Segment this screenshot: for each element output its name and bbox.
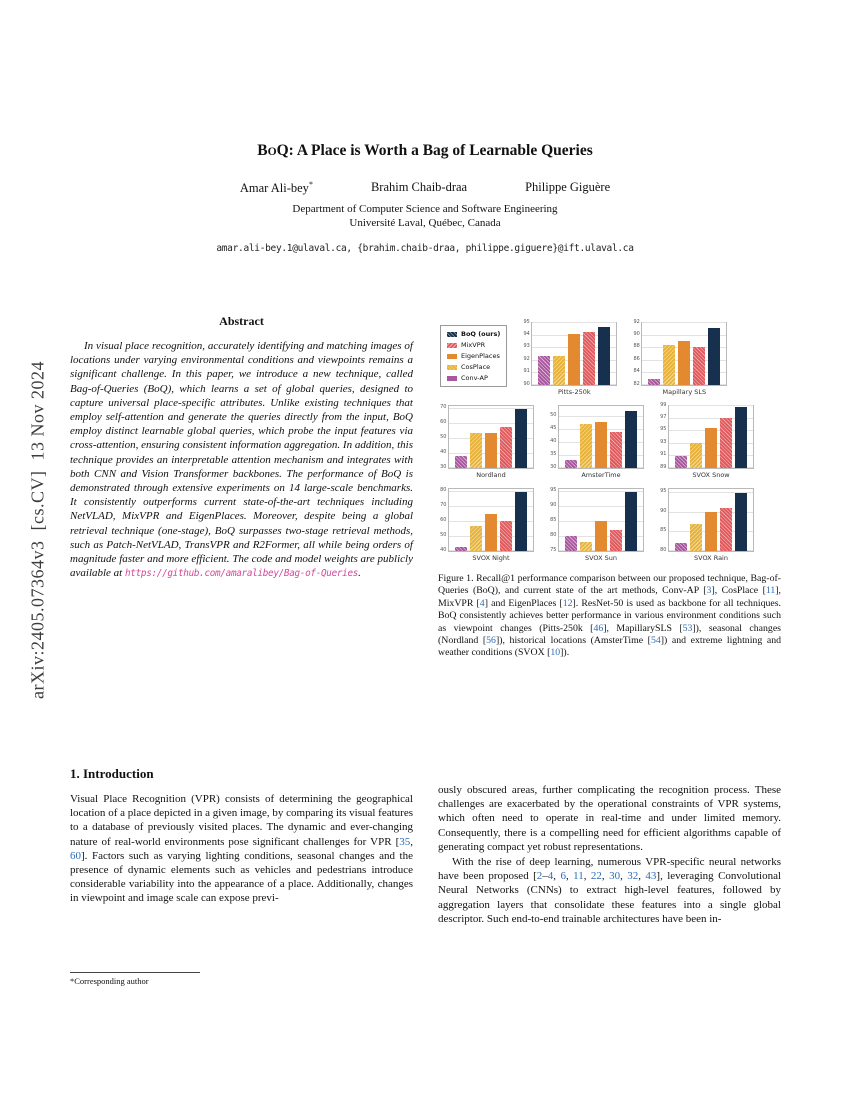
y-tick-label: 97: [660, 413, 667, 420]
plot-area: [558, 488, 644, 552]
y-tick-label: 50: [440, 531, 447, 538]
bar-mixvpr: [500, 427, 512, 468]
bar-mixvpr: [720, 508, 732, 551]
plot-area: [668, 405, 754, 469]
y-tick-label: 50: [550, 411, 557, 418]
figure-1-charts: [438, 318, 781, 562]
author-1: Amar Ali-bey*: [239, 180, 313, 196]
gridline: [642, 322, 726, 323]
author-3: Philippe Giguère: [525, 180, 611, 194]
citation-link[interactable]: 22: [590, 870, 602, 883]
citation-link[interactable]: 4: [547, 870, 554, 883]
introduction-paragraph: Visual Place Recognition (VPR) consists of determining the geographical location of a place depicted in a given image, by comparing its visual features to a database of previously visited places. The dynamic and ever-changing nature of real-world environments pose significant challenges for VPR [35, 60]. Factors such as varying lighting conditions, seasonal changes and the presence of dynamic elements such as vehicles and pedestrians introduce considerable variability into the appearance of a place. Additionally, changes in viewpoint and image scale can expose previ-: [70, 793, 413, 905]
y-tick-label: 85: [550, 516, 557, 523]
bar-mixvpr: [693, 347, 705, 385]
citation-link[interactable]: 43: [645, 870, 657, 883]
y-tick-label: 40: [440, 546, 447, 553]
chart-row: [438, 488, 781, 562]
bar-boq-ours-: [625, 411, 637, 468]
bar-cosplace: [690, 524, 702, 551]
plot-area: [558, 405, 644, 469]
y-tick-label: 93: [523, 343, 530, 350]
legend-swatch: [447, 365, 457, 370]
bar-chart-amstertime: [548, 405, 644, 479]
y-tick-label: 95: [550, 487, 557, 494]
plot-area: [531, 322, 617, 386]
bar-mixvpr: [610, 432, 622, 468]
y-tick-label: 90: [523, 380, 530, 387]
author-emails: amar.ali-bey.1@ulaval.ca, {brahim.chaib-draa, philippe.giguere}@ift.ulaval.ca: [216, 243, 634, 255]
plot-area: [448, 405, 534, 469]
bar-boq-ours-: [515, 409, 527, 468]
y-tick-label: 90: [660, 507, 667, 514]
bar-eigenplaces: [485, 514, 497, 551]
chart-row: [438, 318, 781, 396]
paper-title: BOQ: A Place is Worth a Bag of Learnable Queries: [257, 142, 593, 159]
y-tick-label: 30: [440, 463, 447, 470]
bar-chart-svox-night: [438, 488, 534, 562]
bar-eigenplaces: [485, 433, 497, 468]
y-axis-ticks: [548, 405, 558, 470]
citation-link[interactable]: 11: [765, 585, 776, 597]
figure-1-caption: Figure 1. Recall@1 performance comparison between our proposed technique, Bag-of-Queries (BoQ), and current state of the art methods, Conv-AP [3], CosPlace [11], MixVPR [4] and EigenPlaces [12]. ResNet-50 is used as backbone for all techniques. BoQ consistently achieves better performance in various environment conditions such as viewpoint changes (Pitts-250k [46], MapillarySLS [53]), seasonal changes (Nordland [56]), historical locations (AmsterTime [54]) and extreme lightning and weather conditions (SVOX [10]).: [438, 573, 781, 659]
y-tick-label: 45: [550, 424, 557, 431]
bar-mixvpr: [610, 530, 622, 551]
paper-header: [70, 142, 780, 254]
chart-title: Nordland: [476, 471, 506, 479]
bar-chart-pitts-250k: [521, 318, 617, 396]
bar-conv-ap: [455, 456, 467, 468]
bar-boq-ours-: [735, 493, 747, 551]
y-tick-label: 82: [633, 380, 640, 387]
right-column-text: [438, 783, 781, 926]
figure-1: [438, 318, 781, 660]
bar-chart-svox-sun: [548, 488, 644, 562]
citation-link[interactable]: 3: [706, 585, 712, 597]
citation-link[interactable]: 53: [682, 622, 693, 634]
legend-entry: [447, 341, 500, 349]
y-tick-label: 60: [440, 419, 447, 426]
body-paragraph-continued: ously obscured areas, further complicating the recognition process. These challenges are exacerbated by the operational constraints of VPR systems, which often need to operate in real-time and under limited memory. Consequently, there is a compelling need for efficient algorithms capable of generating compact yet robust representations.: [438, 784, 781, 853]
y-tick-label: 60: [440, 516, 447, 523]
chart-title: SVOX Night: [472, 554, 510, 562]
bar-boq-ours-: [598, 327, 610, 385]
y-axis-ticks: [548, 487, 558, 553]
citation-link[interactable]: 35: [399, 835, 411, 848]
chart-row: [438, 401, 781, 479]
citation-link[interactable]: 4: [479, 597, 485, 609]
y-tick-label: 90: [550, 502, 557, 509]
bar-chart-mapillary-sls: [631, 318, 727, 396]
y-tick-label: 30: [550, 463, 557, 470]
y-axis-ticks: [438, 487, 448, 553]
legend-entry: [447, 352, 500, 360]
y-tick-label: 80: [550, 531, 557, 538]
y-tick-label: 89: [660, 463, 667, 470]
bar-boq-ours-: [708, 328, 720, 385]
gridline: [532, 322, 616, 323]
legend-swatch: [447, 376, 457, 381]
chart-title: SVOX Sun: [584, 554, 618, 562]
bar-boq-ours-: [625, 492, 637, 551]
introduction-section: [70, 766, 413, 906]
y-tick-label: 92: [523, 355, 530, 362]
bar-conv-ap: [675, 543, 687, 551]
bar-cosplace: [553, 356, 565, 385]
legend-entry: [447, 363, 500, 371]
y-tick-label: 95: [660, 488, 667, 495]
y-tick-label: 90: [633, 330, 640, 337]
bar-boq-ours-: [735, 407, 747, 468]
y-tick-label: 86: [633, 355, 640, 362]
bar-chart-svox-snow: [658, 401, 754, 479]
bar-eigenplaces: [678, 341, 690, 385]
y-tick-label: 95: [660, 426, 667, 433]
y-axis-ticks: [658, 488, 668, 553]
legend-label: CosPlace: [461, 363, 491, 371]
affiliation-line-2: Université Laval, Québec, Canada: [349, 217, 501, 230]
y-tick-label: 84: [633, 368, 640, 375]
external-link[interactable]: https://github.com/amaralibey/Bag-of-Queries: [125, 568, 359, 580]
citation-link[interactable]: 6: [560, 870, 566, 883]
citation-link[interactable]: 56: [486, 635, 496, 647]
bar-chart-svox-rain: [658, 488, 754, 562]
citation-link[interactable]: 11: [573, 870, 584, 883]
bar-eigenplaces: [568, 334, 580, 385]
abstract-text: In visual place recognition, accurately identifying and matching images of locations under varying environmental conditions and viewpoints remains a significant challenge. In this paper, we introduce a new technique, called Bag-of-Queries (BoQ), which learns a set of global queries, designed to capture universal place-specific attributes. Unlike existing techniques that employ self-attention and generate the queries directly from the input, BoQ employ distinct learnable global queries, which probe the input features via cross-attention, ensuring consistent information aggregation. In addition, this technique provides an interpretable attention mechanism and integrates with both CNN and Vision Transformer backbones. The performance of BoQ is demonstrated through extensive experiments on 14 large-scale benchmarks. It consistently outperforms current state-of-the-art techniques including NetVLAD, MixVPR and EigenPlaces. Moreover, despite being a global retrieval technique (one-stage), BoQ surpasses two-stage retrieval methods, such as Patch-NetVLAD, TransVPR and R2Former, all while being orders of magnitude faster and more efficient. The code and model weights are publicly available at https://github.com/amaralibey/Bag-of-Queries.: [70, 340, 413, 580]
y-tick-label: 88: [633, 343, 640, 350]
y-tick-label: 50: [440, 433, 447, 440]
figure-legend: [440, 325, 507, 387]
citation-link[interactable]: 10: [550, 647, 561, 659]
y-tick-label: 91: [660, 451, 667, 458]
citation-link[interactable]: 32: [627, 870, 639, 883]
bar-cosplace: [580, 542, 592, 551]
bar-conv-ap: [538, 356, 550, 385]
corresponding-author-mark: *: [308, 180, 313, 189]
affiliation-line-1: Department of Computer Science and Software Engineering: [292, 203, 558, 216]
bar-boq-ours-: [515, 492, 527, 551]
bar-mixvpr: [720, 418, 732, 468]
bar-conv-ap: [675, 456, 687, 468]
arxiv-banner: arXiv:2405.07364v3 [cs.CV] 13 Nov 2024: [27, 361, 48, 699]
footnote: [70, 972, 413, 986]
legend-entry: [447, 374, 500, 382]
y-axis-ticks: [631, 318, 641, 387]
legend-entry: [447, 330, 500, 338]
bar-conv-ap: [565, 536, 577, 551]
y-axis-ticks: [658, 401, 668, 470]
bar-eigenplaces: [595, 422, 607, 469]
bar-cosplace: [470, 433, 482, 468]
plot-area: [641, 322, 727, 386]
chart-title: Pitts-250k: [558, 388, 591, 396]
y-tick-label: 75: [550, 546, 557, 553]
y-tick-label: 99: [660, 401, 667, 408]
bar-conv-ap: [565, 460, 577, 468]
legend-label: MixVPR: [461, 341, 486, 349]
bar-eigenplaces: [705, 428, 717, 468]
y-tick-label: 93: [660, 438, 667, 445]
y-tick-label: 35: [550, 450, 557, 457]
bar-cosplace: [663, 345, 675, 385]
y-axis-ticks: [438, 404, 448, 470]
citation-link[interactable]: 2: [536, 870, 543, 883]
bar-mixvpr: [500, 521, 512, 551]
bar-eigenplaces: [595, 521, 607, 551]
footnote-text: *Corresponding author: [70, 976, 149, 986]
bar-eigenplaces: [705, 512, 717, 551]
y-tick-label: 95: [523, 318, 530, 325]
abstract-heading: Abstract: [219, 314, 264, 328]
bar-cosplace: [470, 526, 482, 551]
legend-swatch: [447, 332, 457, 337]
legend-swatch: [447, 354, 457, 359]
y-tick-label: 40: [440, 448, 447, 455]
citation-link[interactable]: 30: [609, 870, 621, 883]
bar-chart-nordland: [438, 405, 534, 479]
y-tick-label: 91: [523, 368, 530, 375]
legend-label: BoQ (ours): [461, 330, 501, 338]
y-axis-ticks: [521, 318, 531, 387]
y-tick-label: 70: [440, 502, 447, 509]
authors-row: [70, 180, 780, 196]
citation-link[interactable]: 60: [70, 849, 81, 862]
author-2: Brahim Chaib-draa: [370, 180, 468, 194]
bar-cosplace: [580, 424, 592, 468]
citation-link[interactable]: 12: [562, 597, 573, 609]
legend-label: EigenPlaces: [461, 352, 500, 360]
bar-conv-ap: [455, 547, 467, 551]
y-tick-label: 70: [440, 404, 447, 411]
chart-title: Mapillary SLS: [662, 388, 707, 396]
chart-title: SVOX Snow: [692, 471, 730, 479]
chart-title: AmsterTime: [581, 471, 621, 479]
legend-label: Conv-AP: [461, 374, 488, 382]
citation-link[interactable]: 54: [650, 635, 661, 647]
y-tick-label: 80: [440, 487, 447, 494]
footnote-rule: [70, 972, 200, 973]
bar-cosplace: [690, 443, 702, 468]
bar-mixvpr: [583, 332, 595, 385]
plot-area: [668, 488, 754, 552]
y-tick-label: 94: [523, 330, 530, 337]
citation-link[interactable]: 46: [593, 622, 604, 634]
plot-area: [448, 488, 534, 552]
chart-title: SVOX Rain: [694, 554, 728, 562]
bar-conv-ap: [648, 379, 660, 385]
gridline: [669, 405, 753, 406]
section-heading-introduction: 1. Introduction: [70, 766, 154, 781]
y-tick-label: 92: [633, 318, 640, 325]
y-tick-label: 40: [550, 437, 557, 444]
body-paragraph-2: With the rise of deep learning, numerous VPR-specific neural networks have been proposed [2–4, 6, 11, 22, 30, 32, 43], leveraging Convolutional Neural Networks (CNNs) to extract high-level features, followed by aggregation layers that consolidate these features into a single global descriptor. Such end-to-end trainable architectures have been in-: [438, 856, 782, 925]
legend-swatch: [447, 343, 457, 348]
abstract-section: [70, 314, 413, 581]
y-tick-label: 85: [660, 527, 667, 534]
y-tick-label: 80: [660, 546, 667, 553]
